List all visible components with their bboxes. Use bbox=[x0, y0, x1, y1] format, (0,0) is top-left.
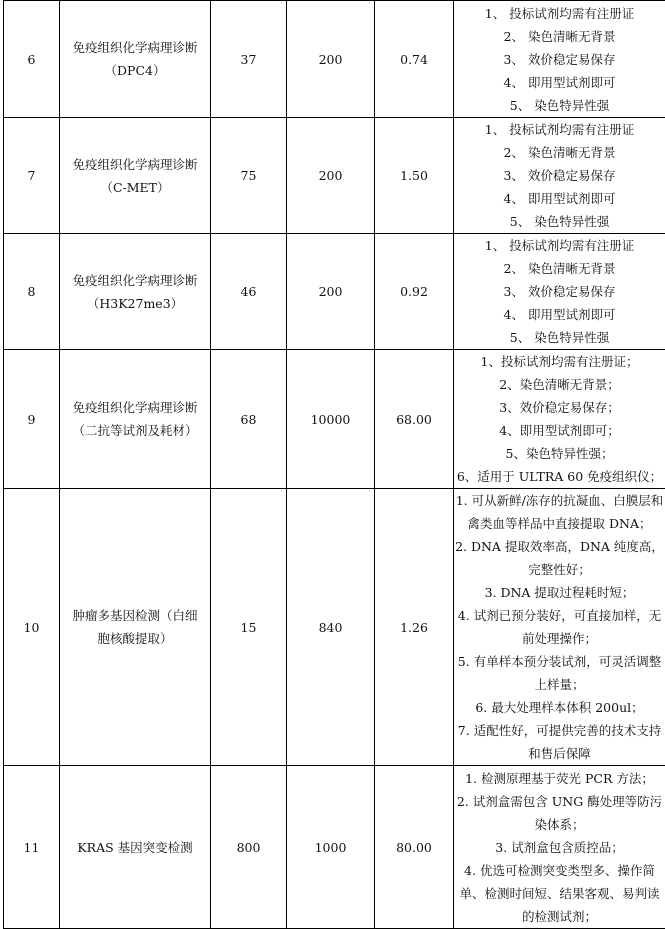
requirement-item: 3、 效价稳定易保存 bbox=[454, 280, 665, 303]
requirement-item: 1、投标试剂均需有注册证； bbox=[454, 350, 665, 373]
table-row bbox=[4, 1, 665, 118]
requirement-item: 2. 试剂盒需包含 UNG 酶处理等防污染体系； bbox=[454, 790, 665, 836]
requirement-item: 5、 染色特异性强 bbox=[454, 94, 665, 117]
unit-price-cell: 80.00 bbox=[375, 766, 454, 929]
requirements-cell bbox=[454, 1, 665, 118]
requirement-item: 3. 试剂盒包含质控品； bbox=[454, 836, 665, 859]
quantity-cell: 68 bbox=[211, 350, 287, 489]
item-name-cell bbox=[60, 234, 211, 350]
requirement-item: 2、染色清晰无背景； bbox=[454, 373, 665, 396]
requirement-item: 4. 优选可检测突变类型多、操作简单、检测时间短、结果客观、易判读的检测试剂； bbox=[454, 859, 665, 928]
requirement-item: 3、 效价稳定易保存 bbox=[454, 164, 665, 187]
unit-price-cell: 68.00 bbox=[375, 350, 454, 489]
table-row bbox=[4, 350, 665, 489]
requirements-cell bbox=[454, 766, 665, 929]
requirement-item: 1、 投标试剂均需有注册证 bbox=[454, 234, 665, 257]
row-number-cell: 7 bbox=[4, 118, 60, 234]
item-name-line: 免疫组织化学病理诊断 bbox=[60, 269, 210, 292]
requirement-item: 3、效价稳定易保存； bbox=[454, 396, 665, 419]
quantity-cell: 800 bbox=[211, 766, 287, 929]
unit-price-cell: 1.50 bbox=[375, 118, 454, 234]
requirements-cell bbox=[454, 489, 665, 766]
table-row bbox=[4, 766, 665, 929]
row-number-cell: 8 bbox=[4, 234, 60, 350]
requirement-item: 3、 效价稳定易保存 bbox=[454, 48, 665, 71]
item-name-cell bbox=[60, 118, 211, 234]
procurement-spec-table bbox=[3, 0, 665, 929]
requirement-item: 1、 投标试剂均需有注册证 bbox=[454, 118, 665, 141]
total-amount-cell: 200 bbox=[287, 1, 375, 118]
item-name-line: （二抗等试剂及耗材） bbox=[60, 419, 210, 442]
requirement-item: 5. 有单样本预分装试剂，可灵活调整上样量； bbox=[454, 650, 665, 696]
table-row bbox=[4, 234, 665, 350]
item-name-line: 免疫组织化学病理诊断 bbox=[60, 396, 210, 419]
item-name-cell bbox=[60, 350, 211, 489]
quantity-cell: 15 bbox=[211, 489, 287, 766]
item-name-cell bbox=[60, 1, 211, 118]
requirement-item: 1. 检测原理基于荧光 PCR 方法； bbox=[454, 767, 665, 790]
row-number-cell: 10 bbox=[4, 489, 60, 766]
requirement-item: 3. DNA 提取过程耗时短； bbox=[454, 581, 665, 604]
requirement-item: 4、 即用型试剂即可 bbox=[454, 303, 665, 326]
requirement-item: 6、适用于 ULTRA 60 免疫组织仪； bbox=[454, 465, 665, 488]
requirement-item: 7. 适配性好，可提供完善的技术支持和售后保障 bbox=[454, 719, 665, 765]
requirement-item: 5、染色特异性强； bbox=[454, 442, 665, 465]
unit-price-cell: 1.26 bbox=[375, 489, 454, 766]
unit-price-cell: 0.74 bbox=[375, 1, 454, 118]
requirement-item: 5、 染色特异性强 bbox=[454, 210, 665, 233]
row-number-cell: 9 bbox=[4, 350, 60, 489]
requirement-item: 1、 投标试剂均需有注册证 bbox=[454, 2, 665, 25]
unit-price-cell: 0.92 bbox=[375, 234, 454, 350]
requirement-item: 5、 染色特异性强 bbox=[454, 326, 665, 349]
item-name-line: 胞核酸提取） bbox=[60, 627, 210, 650]
requirement-item: 2、 染色清晰无背景 bbox=[454, 141, 665, 164]
requirement-item: 6. 最大处理样本体积 200ul； bbox=[454, 696, 665, 719]
total-amount-cell: 200 bbox=[287, 118, 375, 234]
requirement-item: 2、 染色清晰无背景 bbox=[454, 25, 665, 48]
requirement-item: 1. 可从新鲜/冻存的抗凝血、白膜层和禽类血等样品中直接提取 DNA； bbox=[454, 489, 665, 535]
row-number-cell: 11 bbox=[4, 766, 60, 929]
item-name-line: （DPC4） bbox=[60, 59, 210, 82]
requirements-cell bbox=[454, 234, 665, 350]
quantity-cell: 37 bbox=[211, 1, 287, 118]
row-number-cell: 6 bbox=[4, 1, 60, 118]
requirement-item: 2. DNA 提取效率高，DNA 纯度高，完整性好； bbox=[454, 535, 665, 581]
quantity-cell: 46 bbox=[211, 234, 287, 350]
item-name-line: 肿瘤多基因检测（白细 bbox=[60, 604, 210, 627]
requirement-item: 4. 试剂已预分装好，可直接加样，无前处理操作； bbox=[454, 604, 665, 650]
item-name-cell bbox=[60, 489, 211, 766]
requirement-item: 2、 染色清晰无背景 bbox=[454, 257, 665, 280]
item-name-line: （C-MET） bbox=[60, 176, 210, 199]
item-name-line: 免疫组织化学病理诊断 bbox=[60, 36, 210, 59]
total-amount-cell: 1000 bbox=[287, 766, 375, 929]
requirement-item: 4、 即用型试剂即可 bbox=[454, 187, 665, 210]
requirement-item: 4、即用型试剂即可； bbox=[454, 419, 665, 442]
requirements-cell bbox=[454, 350, 665, 489]
requirements-cell bbox=[454, 118, 665, 234]
total-amount-cell: 200 bbox=[287, 234, 375, 350]
total-amount-cell: 10000 bbox=[287, 350, 375, 489]
item-name-line: 免疫组织化学病理诊断 bbox=[60, 153, 210, 176]
total-amount-cell: 840 bbox=[287, 489, 375, 766]
item-name-cell bbox=[60, 766, 211, 929]
item-name-line: （H3K27me3） bbox=[60, 292, 210, 315]
requirement-item: 4、 即用型试剂即可 bbox=[454, 71, 665, 94]
table-row bbox=[4, 118, 665, 234]
table-row bbox=[4, 489, 665, 766]
quantity-cell: 75 bbox=[211, 118, 287, 234]
item-name-line: KRAS 基因突变检测 bbox=[60, 836, 210, 859]
